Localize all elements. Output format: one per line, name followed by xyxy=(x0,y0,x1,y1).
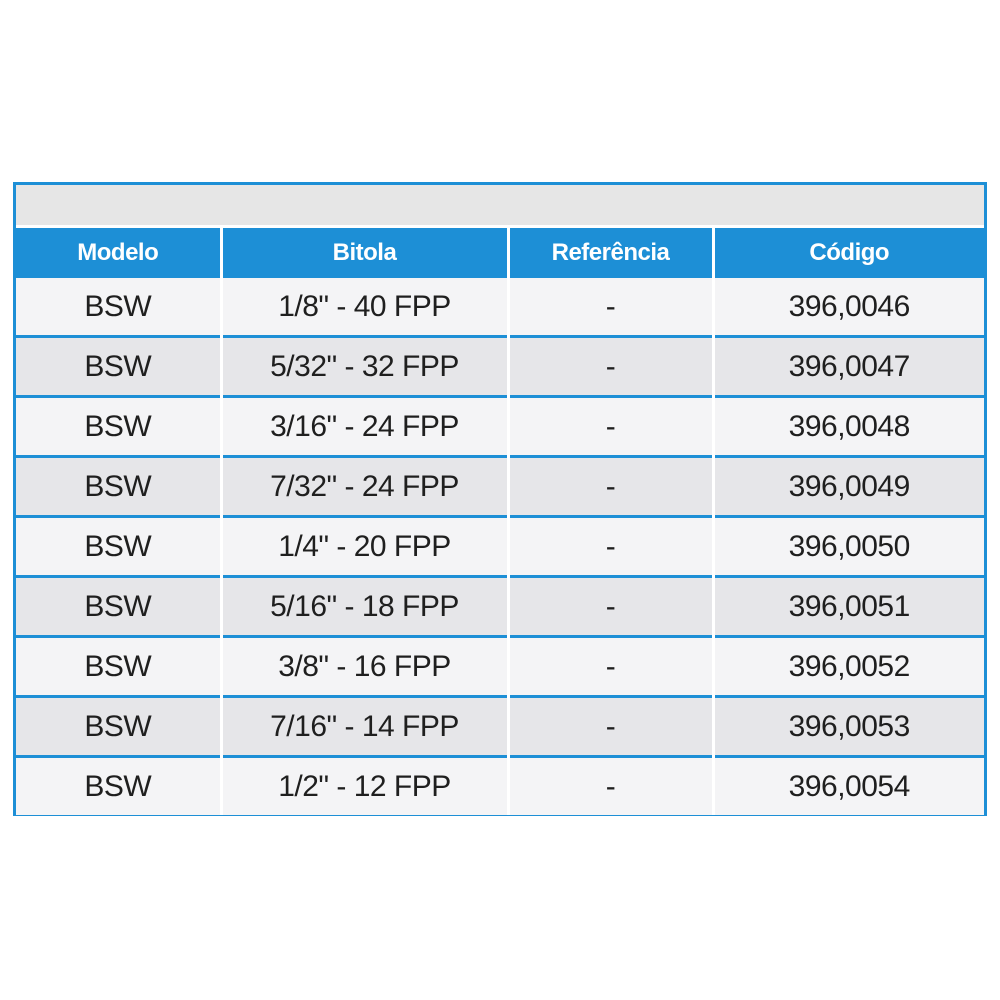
cell-modelo: BSW xyxy=(16,278,221,337)
cell-referencia: - xyxy=(508,517,713,577)
header-modelo: Modelo xyxy=(16,228,221,278)
cell-modelo: BSW xyxy=(16,757,221,816)
cell-modelo: BSW xyxy=(16,457,221,517)
cell-referencia: - xyxy=(508,637,713,697)
header-codigo: Código xyxy=(713,228,984,278)
table-row xyxy=(16,397,984,457)
cell-codigo: 396,0047 xyxy=(713,337,984,397)
table-row xyxy=(16,697,984,757)
cell-bitola: 7/32" - 24 FPP xyxy=(221,457,508,517)
cell-bitola: 1/4" - 20 FPP xyxy=(221,517,508,577)
table-row xyxy=(16,577,984,637)
cell-bitola: 1/8" - 40 FPP xyxy=(221,278,508,337)
spec-table xyxy=(16,228,984,815)
cell-modelo: BSW xyxy=(16,637,221,697)
cell-codigo: 396,0051 xyxy=(713,577,984,637)
cell-referencia: - xyxy=(508,577,713,637)
cell-bitola: 3/16" - 24 FPP xyxy=(221,397,508,457)
header-bitola: Bitola xyxy=(221,228,508,278)
table-header-row xyxy=(16,228,984,278)
cell-bitola: 5/16" - 18 FPP xyxy=(221,577,508,637)
cell-codigo: 396,0050 xyxy=(713,517,984,577)
cell-bitola: 3/8" - 16 FPP xyxy=(221,637,508,697)
cell-bitola: 5/32" - 32 FPP xyxy=(221,337,508,397)
table-title-band xyxy=(16,185,984,228)
cell-modelo: BSW xyxy=(16,697,221,757)
table-row xyxy=(16,757,984,816)
table-row xyxy=(16,457,984,517)
table-row xyxy=(16,278,984,337)
cell-modelo: BSW xyxy=(16,337,221,397)
cell-codigo: 396,0053 xyxy=(713,697,984,757)
cell-bitola: 7/16" - 14 FPP xyxy=(221,697,508,757)
cell-referencia: - xyxy=(508,697,713,757)
cell-codigo: 396,0054 xyxy=(713,757,984,816)
header-referencia: Referência xyxy=(508,228,713,278)
table-row xyxy=(16,637,984,697)
cell-referencia: - xyxy=(508,337,713,397)
table-row xyxy=(16,337,984,397)
cell-bitola: 1/2" - 12 FPP xyxy=(221,757,508,816)
cell-modelo: BSW xyxy=(16,577,221,637)
cell-modelo: BSW xyxy=(16,397,221,457)
cell-codigo: 396,0046 xyxy=(713,278,984,337)
cell-referencia: - xyxy=(508,457,713,517)
cell-referencia: - xyxy=(508,397,713,457)
cell-codigo: 396,0048 xyxy=(713,397,984,457)
cell-referencia: - xyxy=(508,278,713,337)
table-row xyxy=(16,517,984,577)
cell-referencia: - xyxy=(508,757,713,816)
spec-table-frame xyxy=(13,182,987,816)
cell-modelo: BSW xyxy=(16,517,221,577)
cell-codigo: 396,0052 xyxy=(713,637,984,697)
cell-codigo: 396,0049 xyxy=(713,457,984,517)
